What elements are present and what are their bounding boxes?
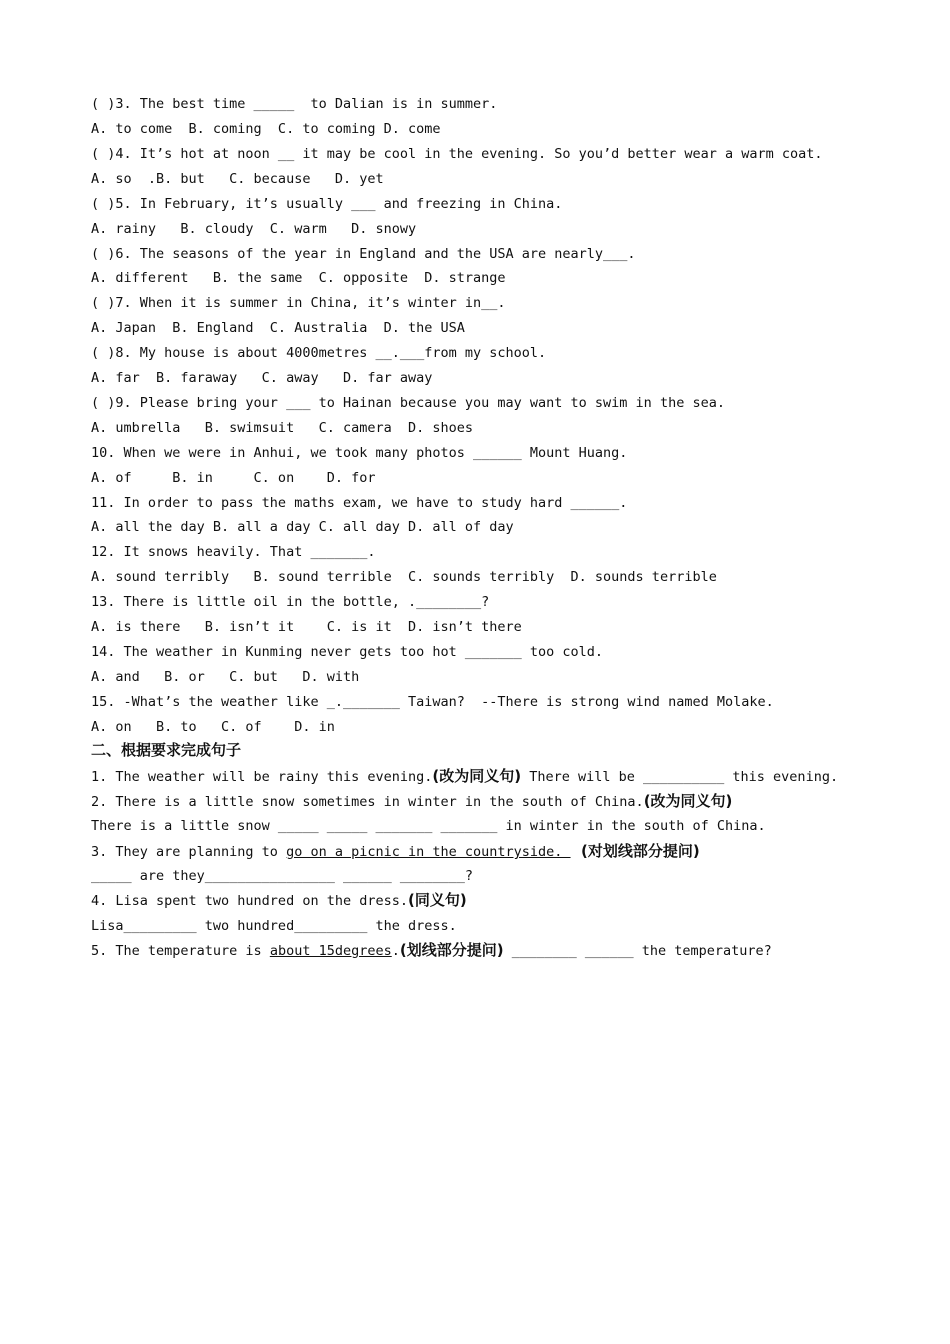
- section-2-heading: 二、根据要求完成句子: [91, 741, 242, 759]
- rewrite-3-text: 3. They are planning to: [91, 844, 287, 860]
- question-5: ( )5. In February, it’s usually ___ and freezing in China.: [91, 196, 563, 212]
- question-14: 14. The weather in Kunming never gets too hot _______ too cold.: [91, 644, 604, 660]
- question-10: 10. When we were in Anhui, we took many photos ______ Mount Huang.: [91, 445, 628, 461]
- rewrite-5: [91, 941, 772, 960]
- question-4-options: A. so .B. but C. because D. yet: [91, 171, 384, 187]
- rewrite-2-note: (改为同义句): [643, 792, 733, 810]
- question-7-options: A. Japan B. England C. Australia D. the USA: [91, 320, 465, 336]
- rewrite-5-tail: ________ ______ the temperature?: [503, 943, 772, 959]
- question-7: ( )7. When it is summer in China, it’s winter in__.: [91, 295, 506, 311]
- rewrite-1-note: (改为同义句): [432, 767, 522, 785]
- rewrite-1-text: 1. The weather will be rainy this evening.: [91, 769, 433, 785]
- question-8-options: A. far B. faraway C. away D. far away: [91, 370, 433, 386]
- question-4: ( )4. It’s hot at noon __ it may be cool in the evening. So you’d better wear a warm coat.: [91, 146, 823, 162]
- rewrite-2-answer: There is a little snow _____ _____ _______ _______ in winter in the south of China.: [91, 818, 766, 834]
- rewrite-1: [91, 767, 838, 786]
- rewrite-4-answer: Lisa_________ two hundred_________ the dress.: [91, 918, 457, 934]
- rewrite-4: [91, 891, 467, 910]
- question-9-options: A. umbrella B. swimsuit C. camera D. shoes: [91, 420, 474, 436]
- question-6: ( )6. The seasons of the year in England and the USA are nearly___.: [91, 246, 636, 262]
- question-11-options: A. all the day B. all a day C. all day D. all of day: [91, 519, 514, 535]
- rewrite-4-note: (同义句): [407, 891, 467, 909]
- question-6-options: A. different B. the same C. opposite D. strange: [91, 270, 506, 286]
- question-12-options: A. sound terribly B. sound terrible C. sounds terribly D. sounds terrible: [91, 569, 717, 585]
- rewrite-2-text: 2. There is a little snow sometimes in winter in the south of China.: [91, 794, 644, 810]
- rewrite-2: [91, 792, 732, 811]
- question-3: ( )3. The best time _____ to Dalian is in summer.: [91, 96, 498, 112]
- rewrite-5-underlined: about 15degrees: [269, 943, 392, 959]
- question-14-options: A. and B. or C. but D. with: [91, 669, 360, 685]
- question-15-options: A. on B. to C. of D. in: [91, 719, 335, 735]
- question-15: 15. -What’s the weather like _._______ Taiwan? --There is strong wind named Molake.: [91, 694, 774, 710]
- rewrite-5-note: (划线部分提问): [399, 941, 504, 959]
- question-10-options: A. of B. in C. on D. for: [91, 470, 376, 486]
- rewrite-1-tail: There will be __________ this evening.: [521, 769, 839, 785]
- question-3-options: A. to come B. coming C. to coming D. come: [91, 121, 441, 137]
- question-12: 12. It snows heavily. That _______.: [91, 544, 376, 560]
- question-11: 11. In order to pass the maths exam, we have to study hard ______.: [91, 495, 628, 511]
- rewrite-3: [91, 842, 700, 861]
- question-13: 13. There is little oil in the bottle, .________?: [91, 594, 490, 610]
- rewrite-3-note: (对划线部分提问): [570, 842, 700, 860]
- question-9: ( )9. Please bring your ___ to Hainan because you may want to swim in the sea.: [91, 395, 725, 411]
- rewrite-3-answer: _____ are they________________ ______ ________?: [91, 868, 474, 884]
- rewrite-5-text: 5. The temperature is: [91, 943, 270, 959]
- rewrite-5-period: .: [391, 943, 400, 959]
- question-13-options: A. is there B. isn’t it C. is it D. isn’t there: [91, 619, 522, 635]
- question-5-options: A. rainy B. cloudy C. warm D. snowy: [91, 221, 417, 237]
- rewrite-4-text: 4. Lisa spent two hundred on the dress.: [91, 893, 408, 909]
- question-8: ( )8. My house is about 4000metres __.___from my school.: [91, 345, 547, 361]
- rewrite-3-underlined: go on a picnic in the countryside.: [286, 844, 571, 860]
